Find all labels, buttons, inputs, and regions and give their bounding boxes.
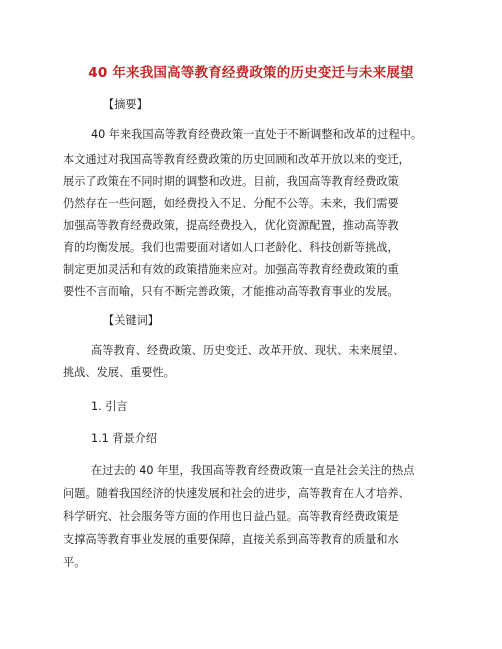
- abstract-line: 仍然存在一些问题，如经费投入不足、分配不公等。未来，我们需要: [63, 197, 399, 210]
- section-heading-intro: 1. 引言: [91, 400, 128, 413]
- section-heading-background: 1.1 背景介绍: [91, 432, 158, 445]
- document-title: 40 年来我国高等教育经费政策的历史变迁与未来展望: [88, 65, 414, 81]
- abstract-line: 展示了政策在不同时期的调整和改进。目前，我国高等教育经费政策: [63, 175, 399, 188]
- abstract-heading: 【摘要】: [103, 98, 148, 111]
- abstract-line: 40 年来我国高等教育经费政策一直处于不断调整和改革的过程中。: [91, 128, 423, 141]
- keywords-line: 挑战、发展、重要性。: [63, 366, 175, 379]
- body-line: 问题。随着我国经济的快速发展和社会的进步，高等教育在人才培养、: [63, 487, 410, 500]
- keywords-line: 高等教育、经费政策、历史变迁、改革开放、现状、未来展望、: [91, 344, 405, 357]
- body-line: 平。: [63, 556, 86, 569]
- keywords-heading: 【关键词】: [103, 314, 159, 327]
- abstract-line: 制定更加灵活和有效的政策措施来应对。加强高等教育经费政策的重: [63, 263, 399, 276]
- abstract-line: 加强高等教育经费政策，提高经费投入，优化资源配置，推动高等教: [63, 219, 399, 232]
- abstract-line: 要性不言而喻，只有不断完善政策，才能推动高等教育事业的发展。: [63, 285, 399, 298]
- body-line: 在过去的 40 年里，我国高等教育经费政策一直是社会关注的热点: [91, 464, 415, 477]
- body-line: 科学研究、社会服务等方面的作用也日益凸显。高等教育经费政策是: [63, 510, 399, 523]
- abstract-line: 本文通过对我国高等教育经费政策的历史回顾和改革开放以来的变迁，: [63, 153, 410, 166]
- abstract-line: 育的均衡发展。我们也需要面对诸如人口老龄化、科技创新等挑战，: [63, 241, 399, 254]
- body-line: 支撑高等教育事业发展的重要保障，直接关系到高等教育的质量和水: [63, 533, 399, 546]
